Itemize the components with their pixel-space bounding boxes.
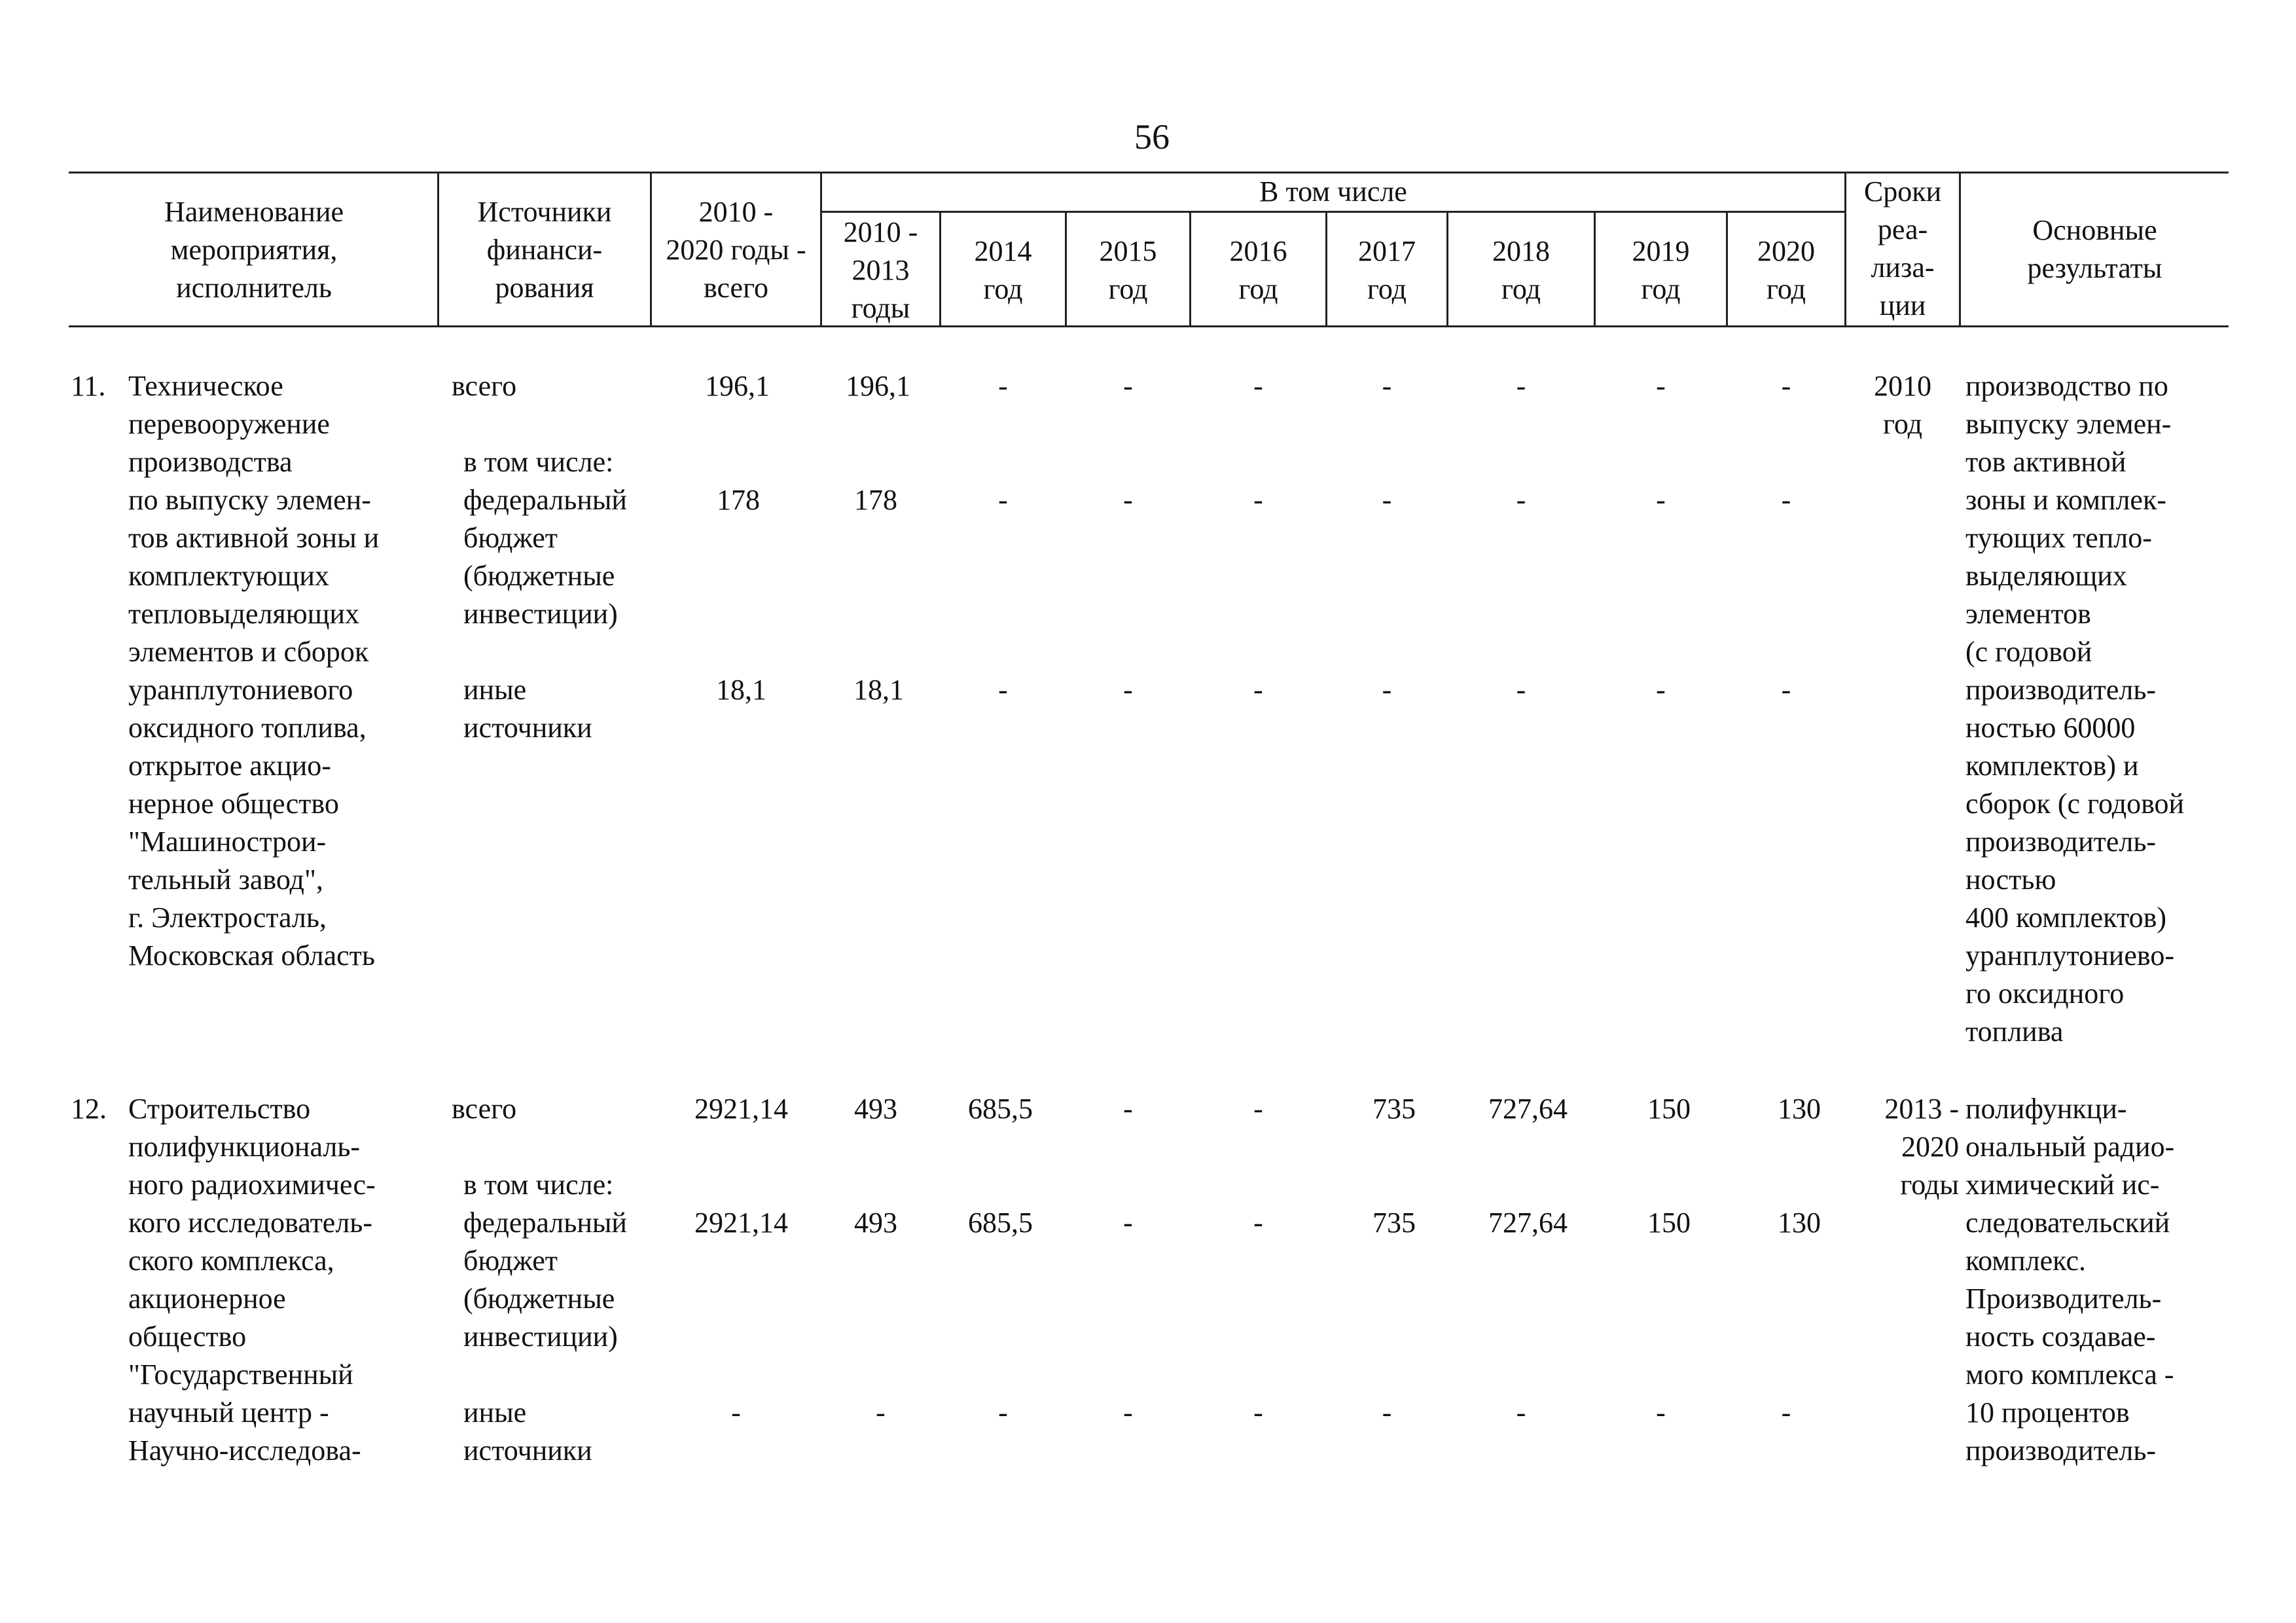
row-terms: 2010 год [1874,370,1931,440]
value-federal-2014: 685,5 [968,1207,1033,1239]
value-total-2010-2013: 493 [854,1093,897,1125]
value-other-2018: - [1516,1396,1526,1429]
source-federal-label: федеральный бюджет (бюджетные инвестиции) [463,1207,627,1353]
value-federal-2010-2013: 493 [854,1207,897,1239]
value-federal-2015: - [1123,484,1133,516]
value-federal-2020: 130 [1778,1207,1821,1239]
value-federal-2016: - [1253,1207,1263,1239]
value-total-2019: - [1656,370,1666,402]
value-other-2019: - [1656,674,1666,706]
value-federal-2016: - [1253,484,1263,516]
row-result: полифункци- ональный радио- химический ис- следовательский комплекс. Производитель- ность создавае- мого комплекса - 10 процентов производитель- [1965,1093,2175,1467]
source-other-label: иные источники [463,1396,592,1467]
value-other-2018: - [1516,674,1526,706]
value-other-2017: - [1382,1396,1392,1429]
header-year-2014: 2014 год [974,235,1032,305]
header-total: 2010 - 2020 годы - всего [666,196,806,304]
value-other-2019: - [1656,1396,1666,1429]
value-total-2014: - [998,370,1008,402]
value-total-2018: 727,64 [1488,1093,1568,1125]
header-sources: Источники финанси- рования [477,196,612,304]
row-result: производство по выпуску элемен- тов активной зоны и комплек- тующих тепло- выделяющих элементов (с годовой производитель- ностью 60000 комплектов) и сборок (с годовой производитель- ностью 400 комплектов) уранплутониево- го оксидного топлива [1965,370,2185,1048]
value-total-2010-2013: 196,1 [846,370,910,402]
value-total-2017: 735 [1372,1093,1416,1125]
value-other-all: 18,1 [716,674,766,706]
value-total-2015: - [1123,370,1133,402]
value-total-2014: 685,5 [968,1093,1033,1125]
source-including-label: в том числе: [463,1169,614,1201]
header-terms: Сроки реа- лиза- ции [1863,175,1942,321]
row-name: Строительство полифункциональ- ного радиохимичес- кого исследователь- ского комплекса, акционерное общество "Государственный научный центр - Научно-исследова- [128,1093,376,1467]
value-total-2020: 130 [1778,1093,1821,1125]
value-total-2020: - [1781,370,1791,402]
value-other-2015: - [1123,674,1133,706]
value-other-2017: - [1382,674,1392,706]
value-other-2014: - [998,1396,1008,1429]
row-number: 12. [71,1093,107,1125]
header-year-2019: 2019 год [1632,235,1690,305]
source-federal-label: федеральный бюджет (бюджетные инвестиции) [463,484,627,630]
source-other-label: иные источники [463,674,592,744]
header-year-2020: 2020 год [1757,235,1815,305]
value-federal-all: 2921,14 [694,1207,788,1239]
page-number: 56 [1134,117,1170,156]
value-federal-all: 178 [717,484,760,516]
header-year-2018: 2018 год [1492,235,1550,305]
value-total-all: 2921,14 [694,1093,788,1125]
header-year-2016: 2016 год [1229,235,1287,305]
header-bottom-rule [69,325,2229,327]
value-total-2018: - [1516,370,1526,402]
source-total-label: всего [452,1093,517,1125]
value-federal-2017: - [1382,484,1392,516]
value-other-2020: - [1781,1396,1791,1429]
value-federal-2018: - [1516,484,1526,516]
value-federal-2020: - [1781,484,1791,516]
value-total-2019: 150 [1647,1093,1691,1125]
value-federal-2019: - [1656,484,1666,516]
subheader-rule [821,211,1846,213]
value-total-all: 196,1 [705,370,770,402]
header-name: Наименование мероприятия, исполнитель [164,196,344,304]
value-federal-2017: 735 [1372,1207,1416,1239]
value-other-all: - [731,1396,741,1429]
value-other-2010-2013: - [876,1396,886,1429]
value-other-2015: - [1123,1396,1133,1429]
header-results: Основные результаты [2027,214,2162,284]
value-other-2010-2013: 18,1 [853,674,904,706]
value-total-2015: - [1123,1093,1133,1125]
value-federal-2018: 727,64 [1488,1207,1568,1239]
source-including-label: в том числе: [463,446,614,478]
source-total-label: всего [452,370,517,402]
row-number: 11. [71,370,106,402]
value-total-2016: - [1253,1093,1263,1125]
row-name: Техническое перевооружение производства по выпуску элемен- тов активной зоны и комплектующих тепловыделяющих элементов и сборок уранплутониевого оксидного топлива, открытое акцио- нерное общество "Машинострои- тельный завод", г. Электросталь, Московская область [128,370,380,972]
value-federal-2015: - [1123,1207,1133,1239]
value-other-2016: - [1253,1396,1263,1429]
header-year-2010-2013: 2010 - 2013 годы [843,216,918,324]
value-federal-2019: 150 [1647,1207,1691,1239]
header-year-2015: 2015 год [1099,235,1157,305]
value-other-2020: - [1781,674,1791,706]
header-year-2017: 2017 год [1358,235,1416,305]
value-other-2014: - [998,674,1008,706]
row-terms: 2013 - 2020 годы [1884,1093,1959,1201]
value-other-2016: - [1253,674,1263,706]
value-federal-2010-2013: 178 [854,484,897,516]
value-total-2017: - [1382,370,1392,402]
header-including: В том числе [1259,175,1407,208]
value-total-2016: - [1253,370,1263,402]
value-federal-2014: - [998,484,1008,516]
